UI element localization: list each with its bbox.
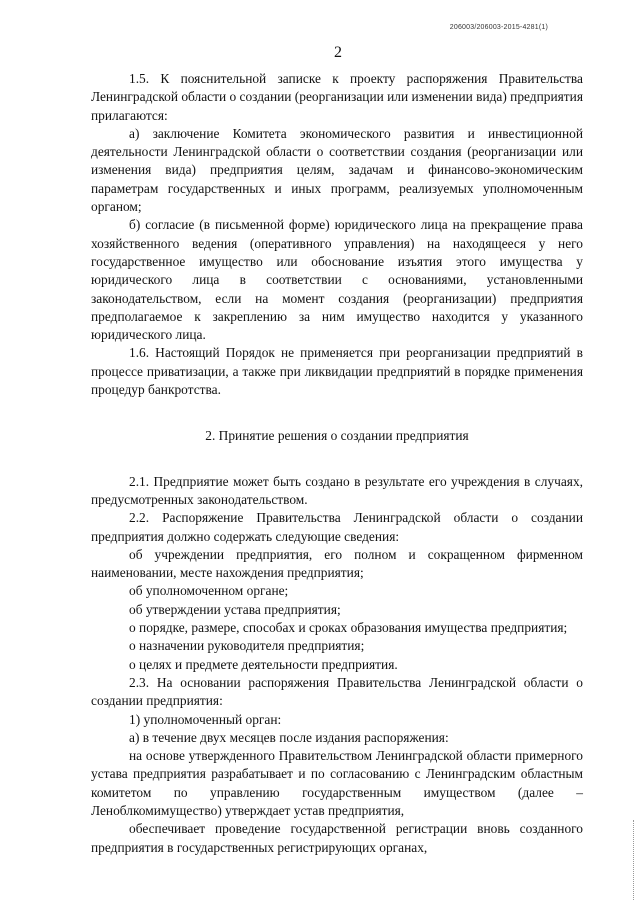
paragraph-2-2-item: о назначении руководителя предприятия; bbox=[129, 638, 365, 654]
paragraph-1-5-b: б) согласие (в письменной форме) юридического лица на прекращение права хозяйственного ведения (оперативного управления) на находящееся у него государственное имущество или обоснование изъятия этого имущества у юридического лица в соответствии с основаниями, установленными законодательством, если на момент создания (реорганизации) предприятия предполагаемое к закреплению за ним имущество находится у указанного юридического лица. bbox=[91, 217, 583, 343]
paragraph-2-3-item: обеспечивает проведение государственной регистрации вновь созданного предприятия в государственных регистрирующих органах, bbox=[91, 821, 583, 855]
section-title: 2. Принятие решения о создании предприятия bbox=[205, 428, 469, 444]
paragraph-2-2-item: о целях и предмете деятельности предприятия. bbox=[129, 656, 398, 672]
paragraph-1-5: 1.5. К пояснительной записке к проекту распоряжения Правительства Ленинградской области о создании (реорганизации или изменении вида) предприятия прилагаются: bbox=[91, 71, 583, 123]
paragraph-2-3: 2.3. На основании распоряжения Правительства Ленинградской области о создании предприятия: bbox=[91, 674, 583, 709]
paragraph-2-2: 2.2. Распоряжение Правительства Ленинградской области о создании предприятия должно содержать следующие сведения: bbox=[91, 510, 583, 544]
paragraph-2-1: 2.1. Предприятие может быть создано в результате его учреждения в случаях, предусмотренных законодательством. bbox=[91, 473, 583, 507]
document-body bbox=[91, 70, 583, 857]
paragraph-2-3-1: 1) уполномоченный орган: bbox=[129, 711, 282, 727]
paragraph-2-2-item: об утверждении устава предприятия; bbox=[129, 601, 341, 617]
paragraph-2-2-item: об уполномоченном органе; bbox=[129, 583, 289, 599]
document-id: 206003/206003-2015-4281(1) bbox=[449, 24, 548, 31]
page-number: 2 bbox=[334, 44, 342, 61]
scan-margin-mark bbox=[633, 820, 636, 900]
paragraph-2-2-item: о порядке, размере, способах и сроках образования имущества предприятия; bbox=[129, 620, 568, 636]
paragraph-2-2-item: об учреждении предприятия, его полном и сокращенном фирменном наименовании, месте нахождения предприятия; bbox=[91, 546, 583, 581]
paragraph-1-6: 1.6. Настоящий Порядок не применяется при реорганизации предприятий в процессе приватизации, а также при ликвидации предприятий в порядке применения процедур банкротства. bbox=[91, 345, 583, 398]
paragraph-2-3-item: на основе утвержденного Правительством Ленинградской области примерного устава предприятия разрабатывает и по согласованию с Ленинградским областным комитетом по управлению государственным имуществом (далее – Леноблкомимущество) утверждает устав предприятия, bbox=[91, 748, 583, 818]
paragraph-1-5-a: а) заключение Комитета экономического развития и инвестиционной деятельности Ленинградской области о соответствии создания (реорганизации или изменения вида) предприятия целям, задачам и финансово-экономическим параметрам государственных и иных программ, реализуемых уполномоченным органом; bbox=[91, 125, 583, 215]
paragraph-2-3-1-a: а) в течение двух месяцев после издания распоряжения: bbox=[129, 729, 449, 745]
